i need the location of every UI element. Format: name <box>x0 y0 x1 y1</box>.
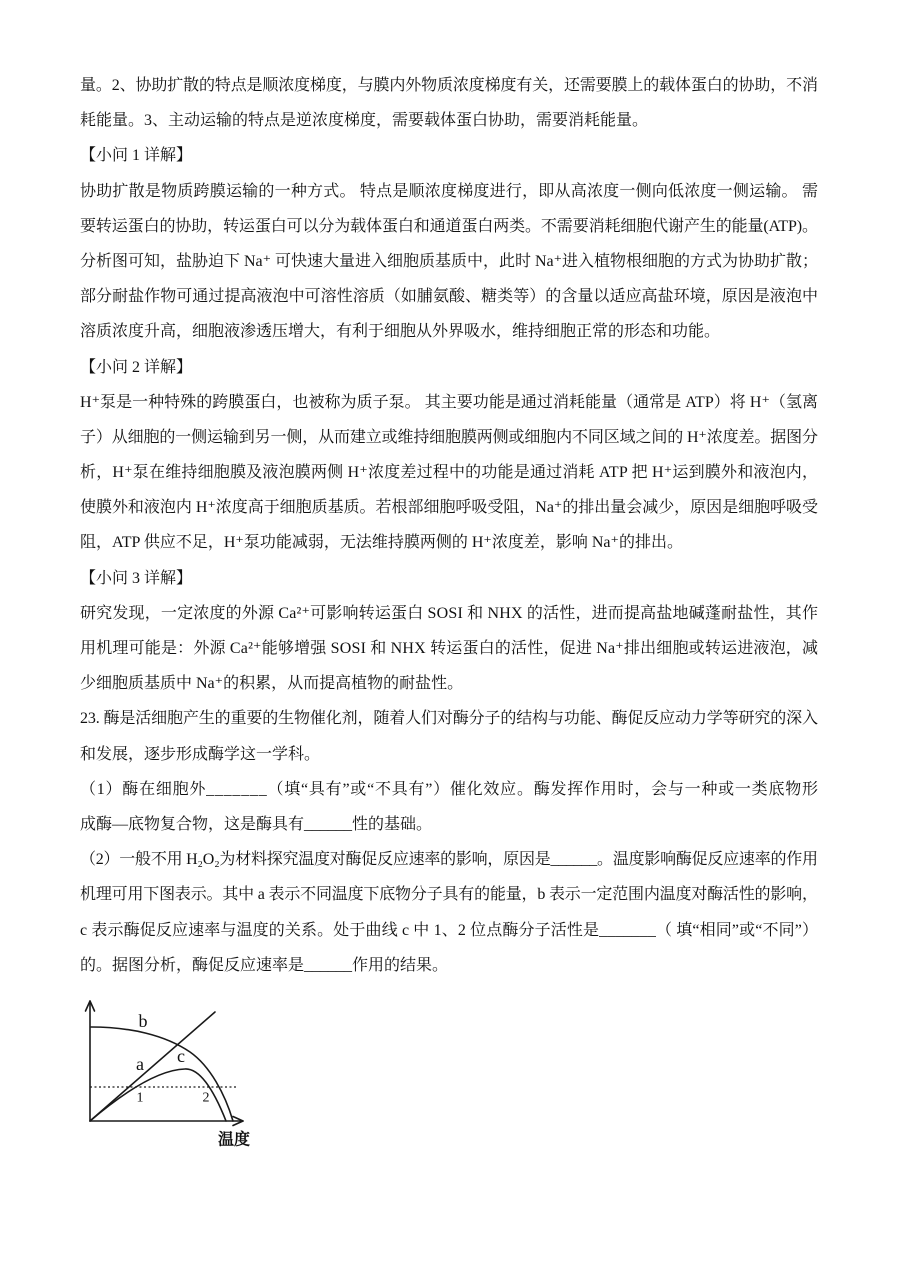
sub-question-line: c 表示酶促反应速率与温度的关系。处于曲线 c 中 1、2 位点酶分子活性是_______（ 填“相同”或“不同”） <box>80 921 819 939</box>
text-line: 少细胞质基质中 Na⁺的积累，从而提高植物的耐盐性。 <box>80 675 464 693</box>
point-1-label: 1 <box>136 1090 144 1106</box>
text-line: 研究发现，一定浓度的外源 Ca²⁺可影响转运蛋白 SOSI 和 NHX 的活性，进而提高盐地碱蓬耐盐性，其作 <box>80 604 819 622</box>
line-a <box>90 1012 215 1121</box>
text-line: 要转运蛋白的协助，转运蛋白可以分为载体蛋白和通道蛋白两类。不需要消耗细胞代谢产生的能量(ATP)。 <box>80 217 818 235</box>
text-line: 部分耐盐作物可通过提高液泡中可溶性溶质（如脯氨酸、糖类等）的含量以适应高盐环境，原因是液泡中 <box>80 288 819 306</box>
enzyme-temperature-graph <box>70 990 270 1155</box>
sub-question-line: （2）一般不用 H₂O₂为材料探究温度对酶促反应速率的影响，原因是______。温度影响酶促反应速率的作用 <box>80 851 818 869</box>
curve-c-label: c <box>177 1046 185 1066</box>
text-line: 使膜外和液泡内 H⁺浓度高于细胞质基质。若根部细胞呼吸受阻，Na⁺的排出量会减少，原因是细胞呼吸受 <box>80 499 818 517</box>
text-line: 子）从细胞的一侧运输到另一侧，从而建立或维持细胞膜两侧或细胞内不同区域之间的 H⁺浓度差。据图分 <box>80 428 818 446</box>
curve-b-label: b <box>138 1011 148 1031</box>
text-line: 溶质浓度升高，细胞液渗透压增大，有利于细胞从外界吸水，维持细胞正常的形态和功能。 <box>80 323 721 341</box>
section-heading: 【小问 2 详解】 <box>80 358 193 376</box>
sub-question-line: 机理可用下图表示。其中 a 表示不同温度下底物分子具有的能量，b 表示一定范围内温度对酶活性的影响， <box>80 886 818 904</box>
x-axis-label: 温度 <box>217 1129 251 1149</box>
section-heading: 【小问 3 详解】 <box>80 569 193 587</box>
text-line: 用机理可能是：外源 Ca²⁺能够增强 SOSI 和 NHX 转运蛋白的活性，促进 Na⁺排出细胞或转运进液泡，减 <box>80 640 819 657</box>
text-line: 分析图可知，盐胁迫下 Na⁺ 可快速大量进入细胞质基质中，此时 Na⁺进入植物根细胞的方式为协助扩散； <box>80 252 818 270</box>
sub-question-line: 成酶—底物复合物，这是酶具有______性的基础。 <box>80 815 433 833</box>
question-stem-line: 23. 酶是活细胞产生的重要的生物催化剂，随着人们对酶分子的结构与功能、酶促反应动力学等研究的深入 <box>80 710 818 728</box>
text-line: 析，H⁺泵在维持细胞膜及液泡膜两侧 H⁺浓度差过程中的功能是通过消耗 ATP 把 H⁺运到膜外和液泡内， <box>80 464 819 482</box>
question-stem-line: 和发展，逐步形成酶学这一学科。 <box>80 745 321 763</box>
sub-question-1 <box>80 772 818 842</box>
sub-answer-1 <box>80 138 818 349</box>
answer-page-text <box>80 68 818 983</box>
sub-question-line: （1）酶在细胞外_______（填“具有”或“不具有”）催化效应。酶发挥作用时，会与一种或一类底物形 <box>80 780 819 798</box>
text-line: 量。2、协助扩散的特点是顺浓度梯度，与膜内外物质浓度梯度有关，还需要膜上的载体蛋白的协助，不消 <box>80 77 818 94</box>
sub-question-line: 的。据图分析，酶促反应速率是______作用的结果。 <box>80 956 449 974</box>
analysis-paragraph <box>80 68 818 138</box>
question-23 <box>80 701 818 771</box>
sub-answer-3 <box>80 561 818 702</box>
text-line: H⁺泵是一种特殊的跨膜蛋白，也被称为质子泵。 其主要功能是通过消耗能量（通常是 ATP）将 H⁺（氢离 <box>80 393 819 411</box>
point-2-label: 2 <box>202 1090 210 1106</box>
sub-answer-2 <box>80 350 818 561</box>
text-line: 阻，ATP 供应不足，H⁺泵功能减弱，无法维持膜两侧的 H⁺浓度差，影响 Na⁺的排出。 <box>80 534 683 552</box>
sub-question-2 <box>80 842 818 983</box>
text-line: 协助扩散是物质跨膜运输的一种方式。 特点是顺浓度梯度进行，即从高浓度一侧向低浓度一侧运输。 需 <box>80 182 819 200</box>
section-heading: 【小问 1 详解】 <box>80 147 193 165</box>
text-line: 耗能量。3、主动运输的特点是逆浓度梯度，需要载体蛋白协助，需要消耗能量。 <box>80 112 649 130</box>
line-a-label: a <box>136 1054 144 1074</box>
